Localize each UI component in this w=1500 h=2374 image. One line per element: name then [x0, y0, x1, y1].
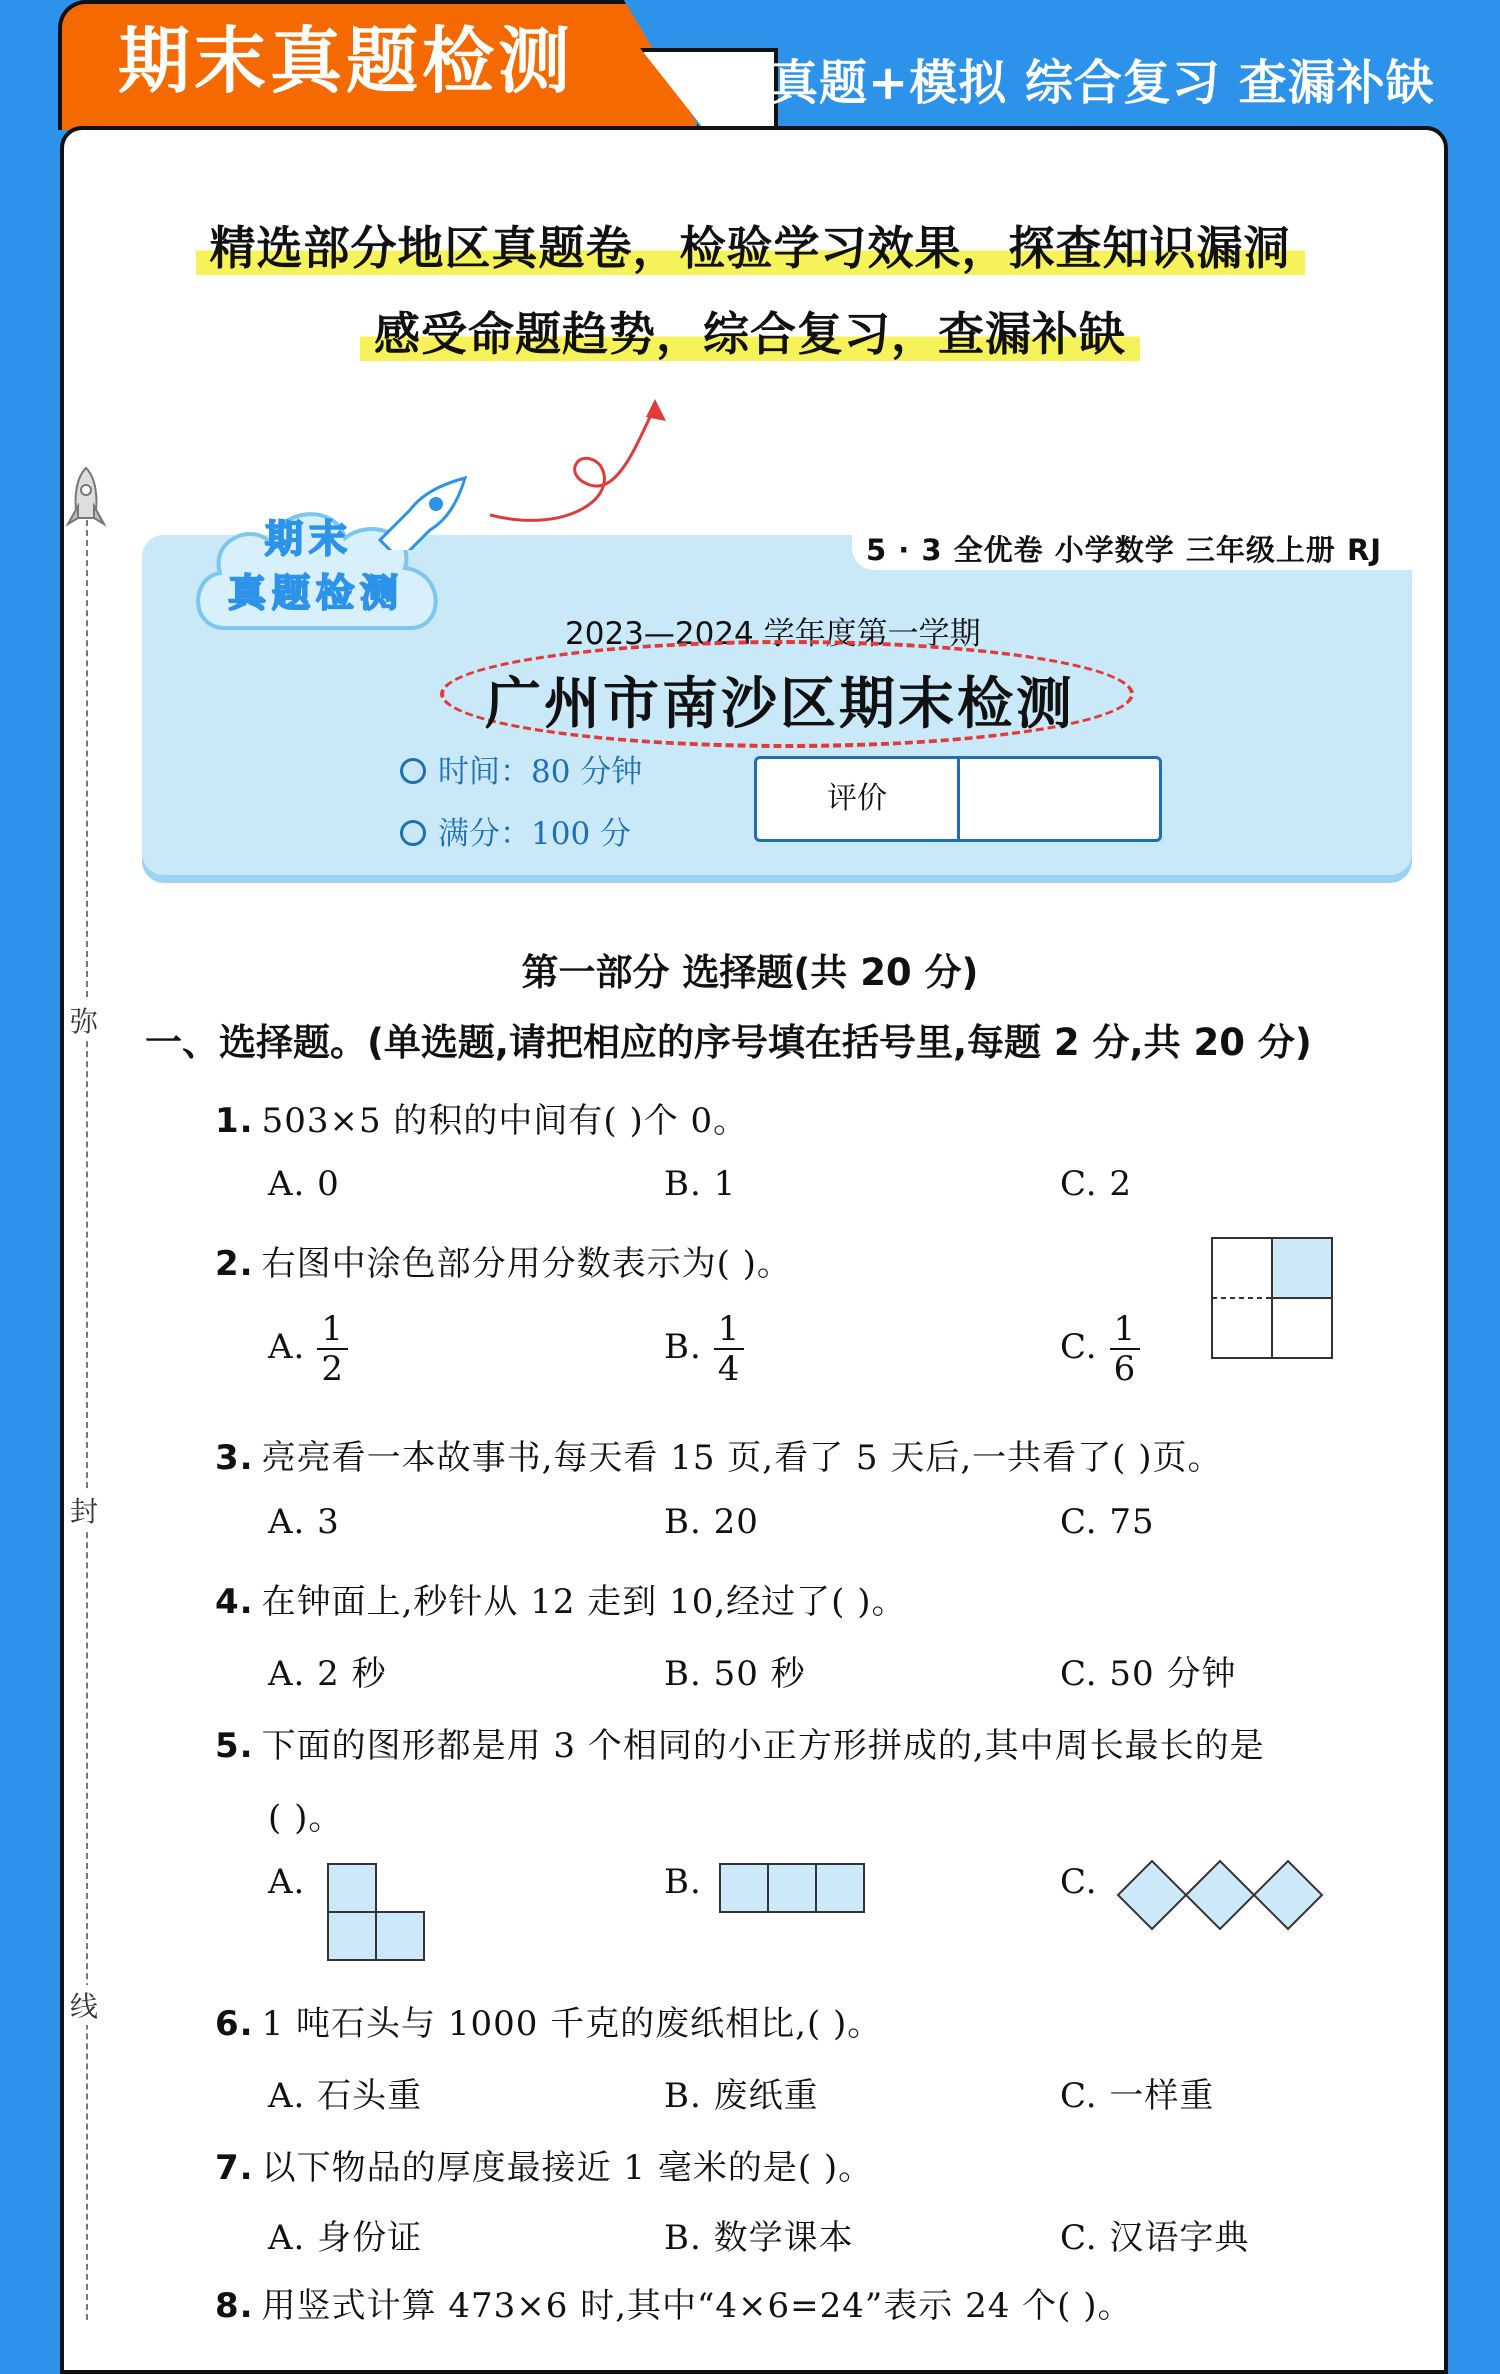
banner-meta: 5 · 3 全优卷 小学数学 三年级上册 RJ: [866, 533, 1383, 567]
q1-option-b[interactable]: B. 1: [664, 1164, 737, 1204]
intro-line-2: 感受命题趋势，综合复习，查漏补缺: [0, 298, 1500, 364]
exam-year: 2023—2024 学年度第一学期: [565, 616, 981, 652]
q5-option-a[interactable]: A.: [268, 1862, 306, 1902]
question-3: 3. 亮亮看一本故事书,每天看 15 页,看了 5 天后,一共看了( )页。: [215, 1438, 1223, 1478]
q4-option-a[interactable]: A. 2 秒: [268, 1654, 387, 1694]
question-7: 7. 以下物品的厚度最接近 1 毫米的是( )。: [215, 2148, 874, 2188]
evaluation-label: 评价: [757, 759, 960, 839]
question-2: 2. 右图中涂色部分用分数表示为( )。: [215, 1244, 792, 1284]
q4-option-c[interactable]: C. 50 分钟: [1060, 1654, 1237, 1694]
q6-option-b[interactable]: B. 废纸重: [664, 2076, 819, 2116]
exam-score: 满分：100 分: [400, 808, 631, 853]
header-slogan: 真题+模拟 综合复习 查漏补缺: [770, 55, 1435, 111]
q5-shape-a: [326, 1862, 432, 1962]
q5-option-b[interactable]: B.: [664, 1862, 702, 1902]
binding-line: [86, 520, 88, 2320]
q6-option-a[interactable]: A. 石头重: [268, 2076, 423, 2116]
q7-option-c[interactable]: C. 汉语字典: [1060, 2218, 1250, 2258]
cloud-text-2: 真题检测: [228, 571, 405, 615]
question-1: 1. 503×5 的积的中间有( )个 0。: [215, 1101, 749, 1141]
exam-title: 广州市南沙区期末检测: [485, 672, 1075, 737]
clock-icon: [400, 758, 426, 784]
q5-shape-b: [718, 1862, 872, 1914]
question-heading: 一、选择题。(单选题,请把相应的序号填在括号里,每题 2 分,共 20 分): [145, 1021, 1312, 1064]
margin-char-feng: 封: [70, 1490, 98, 1530]
q6-option-c[interactable]: C. 一样重: [1060, 2076, 1215, 2116]
q3-option-a[interactable]: A. 3: [268, 1502, 340, 1542]
evaluation-box[interactable]: [754, 756, 1162, 842]
q2-option-a[interactable]: A. $\frac{1}{2}$: [268, 1310, 348, 1388]
q4-option-b[interactable]: B. 50 秒: [664, 1654, 806, 1694]
q1-option-a[interactable]: A. 0: [268, 1164, 340, 1204]
question-4: 4. 在钟面上,秒针从 12 走到 10,经过了( )。: [215, 1582, 907, 1622]
question-5-blank: ( )。: [268, 1798, 344, 1838]
margin-char-mi: 弥: [70, 1000, 98, 1040]
q2-option-c[interactable]: C. $\frac{1}{6}$: [1060, 1310, 1140, 1388]
q3-option-c[interactable]: C. 75: [1060, 1502, 1155, 1542]
q1-option-c[interactable]: C. 2: [1060, 1164, 1133, 1204]
question-5: 5. 下面的图形都是用 3 个相同的小正方形拼成的,其中周长最长的是: [215, 1726, 1265, 1766]
question-8: 8. 用竖式计算 473×6 时,其中“4×6=24”表示 24 个( )。: [215, 2286, 1133, 2326]
q7-option-a[interactable]: A. 身份证: [268, 2218, 423, 2258]
q5-shape-c: [1116, 1857, 1330, 1933]
cloud-text-1: 期末: [265, 517, 354, 561]
exam-time: 时间：80 分钟: [400, 746, 642, 791]
intro-line-1: 精选部分地区真题卷，检验学习效果，探查知识漏洞: [0, 212, 1500, 278]
curved-arrow-icon: [480, 395, 680, 535]
q3-option-b[interactable]: B. 20: [664, 1502, 759, 1542]
margin-char-xian: 线: [70, 1985, 98, 2025]
q7-option-b[interactable]: B. 数学课本: [664, 2218, 854, 2258]
check-icon: [400, 820, 426, 846]
q2-fraction-figure: [1210, 1236, 1336, 1362]
q5-option-c[interactable]: C.: [1060, 1862, 1098, 1902]
rocket-badge-icon: [370, 470, 470, 550]
question-6: 6. 1 吨石头与 1000 千克的废纸相比,( )。: [215, 2004, 883, 2044]
q2-option-b[interactable]: B. $\frac{1}{4}$: [664, 1310, 744, 1388]
section-title: 第一部分 选择题(共 20 分): [521, 951, 979, 994]
header-tab-title: 期末真题检测: [118, 19, 575, 103]
